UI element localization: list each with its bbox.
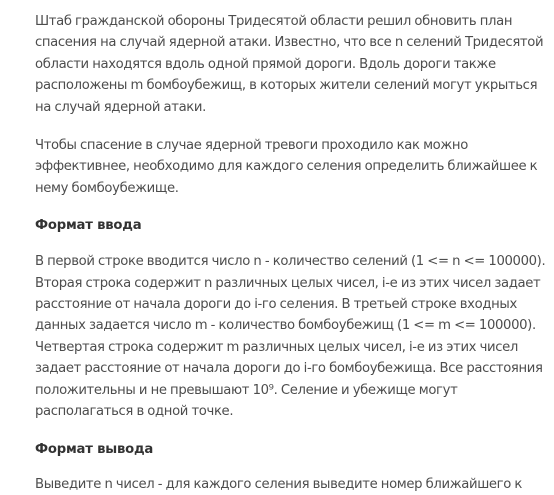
output-format-heading: Формат вывода: [35, 441, 154, 457]
text-line: спасения на случай ядерной атаки. Известно, что все n селений Тридесятой: [35, 35, 544, 51]
text-line: данных задается число m - количество бомбоубежищ (1 <= m <= 100000).: [35, 318, 536, 334]
text-line: расположены m бомбоубежищ, в которых жители селений могут укрыться: [35, 78, 538, 94]
text-line: расстояние от начала дороги до i-го селения. В третьей строке входных: [35, 297, 517, 313]
input-format-heading: Формат ввода: [35, 218, 142, 234]
text-line: эффективнее, необходимо для каждого селения определить ближайшее к: [35, 159, 538, 175]
text-line: на случай ядерной атаки.: [35, 99, 206, 115]
text-line: располагаться в одной точке.: [35, 404, 234, 420]
text-line: положительны и не превышают 10⁹. Селение и убежище могут: [35, 382, 458, 398]
goal-paragraph: [35, 135, 540, 199]
text-line: задает расстояние от начала дороги до i-го бомбоубежища. Все расстояния: [35, 361, 543, 377]
text-line: Чтобы спасение в случае ядерной тревоги проходило как можно: [35, 138, 468, 154]
text-line: Штаб гражданской обороны Тридесятой области решил обновить план: [35, 14, 513, 29]
text-line: области находятся вдоль одной прямой дороги. Вдоль дороги также: [35, 56, 496, 72]
text-line: Четвертая строка содержит m различных целых чисел, i-е из этих чисел: [35, 339, 518, 355]
text-line: Вторая строка содержит n различных целых чисел, i-е из этих чисел задает: [35, 275, 541, 291]
text-line: В первой строке вводится число n - количество селений (1 <= n <= 100000).: [35, 254, 546, 270]
input-format-paragraph: [35, 251, 546, 422]
text-line: нему бомбоубежище.: [35, 180, 179, 196]
intro-paragraph: [35, 11, 544, 118]
problem-statement: [35, 11, 546, 495]
text-line: Выведите n чисел - для каждого селения выведите номер ближайшего к: [35, 476, 523, 492]
output-format-paragraph: [35, 474, 540, 495]
